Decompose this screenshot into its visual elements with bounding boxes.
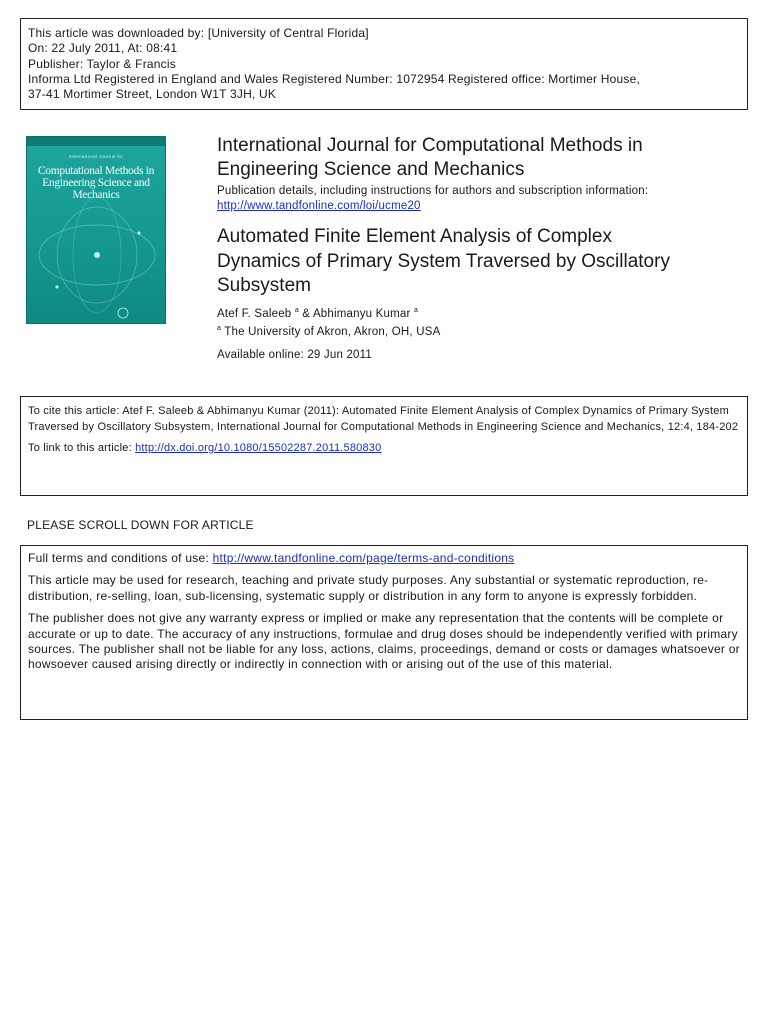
terms-paragraph: The publisher does not give any warranty express or implied or make any representation that the contents will be complete or accurate or up to date. The accuracy of any instructions, formulae and drug doses should be independently verified with primary sources. The publisher shall not be liable for any loss, actions, claims, proceedings, demand or costs or damages whatsoever or howsoever caused arising directly or indirectly in connection with or arising out of the use of this material. (28, 611, 740, 672)
author-name: Abhimanyu Kumar (312, 307, 411, 320)
article-title-line: Automated Finite Element Analysis of Complex (217, 226, 612, 247)
article-title-line: Dynamics of Primary System Traversed by Oscillatory (217, 250, 670, 272)
publication-details-text: Publication details, including instructions for authors and subscription information: (217, 185, 649, 197)
download-line: Publisher: Taylor & Francis (28, 56, 176, 71)
download-line: Informa Ltd Registered in England and Wales Registered Number: 1072954 Registered office: Mortimer House, (28, 71, 640, 86)
affiliation-marker: a (217, 325, 222, 332)
author-affil-marker: a (413, 307, 419, 314)
author-affil-marker: a (294, 307, 299, 314)
terms-box (20, 545, 748, 720)
cover-title: Computational Methods in Engineering Science and Mechanics (37, 165, 155, 201)
scroll-down-notice: PLEASE SCROLL DOWN FOR ARTICLE (27, 518, 254, 532)
journal-title-line: International Journal for Computational Methods in (217, 135, 643, 156)
affiliation (217, 321, 737, 340)
journal-url-link[interactable]: http://www.tandfonline.com/loi/ucme20 (217, 200, 421, 212)
affiliation-text: The University of Akron, Akron, OH, USA (224, 325, 441, 338)
authors (217, 303, 737, 322)
available-online-date: Available online: 29 Jun 2011 (217, 349, 372, 361)
terms-link-line (28, 551, 740, 566)
author-separator: & (298, 307, 313, 320)
cover-kicker: International Journal for (68, 154, 124, 159)
journal-title (217, 134, 737, 182)
terms-paragraph: This article may be used for research, teaching and private study purposes. Any substantial or systematic reproduction, re-distribution, re-selling, loan, sub-licensing, systematic supply or distribution in any form to anyone is expressly forbidden. (28, 573, 709, 603)
article-title (217, 225, 737, 299)
terms-label: Full terms and conditions of use: (28, 551, 210, 565)
publication-details (217, 184, 737, 214)
journal-cover-image (26, 136, 166, 324)
download-line: On: 22 July 2011, At: 08:41 (28, 41, 178, 56)
download-line: This article was downloaded by: [University of Central Florida] (28, 26, 369, 40)
journal-title-line: Engineering Science and Mechanics (217, 159, 525, 180)
article-link-line (28, 441, 740, 456)
article-title-line: Subsystem (217, 275, 311, 296)
author-name: Atef F. Saleeb (217, 307, 292, 320)
article-link-label: To link to this article: (28, 442, 132, 454)
terms-link[interactable]: http://www.tandfonline.com/page/terms-and-conditions (212, 551, 515, 565)
citation-box (20, 396, 748, 496)
download-line: 37-41 Mortimer Street, London W1T 3JH, UK (28, 87, 277, 102)
download-notice-box (20, 18, 748, 110)
citation-text: To cite this article: Atef F. Saleeb & Abhimanyu Kumar (2011): Automated Finite Element Analysis of Complex Dynamics of Primary System Traversed by Oscillatory Subsystem, International Journal for Computational Methods in Engineering Science and Mechanics, 12:4, 184-202 (28, 405, 739, 433)
article-doi-link[interactable]: http://dx.doi.org/10.1080/15502287.2011.580830 (135, 442, 382, 454)
